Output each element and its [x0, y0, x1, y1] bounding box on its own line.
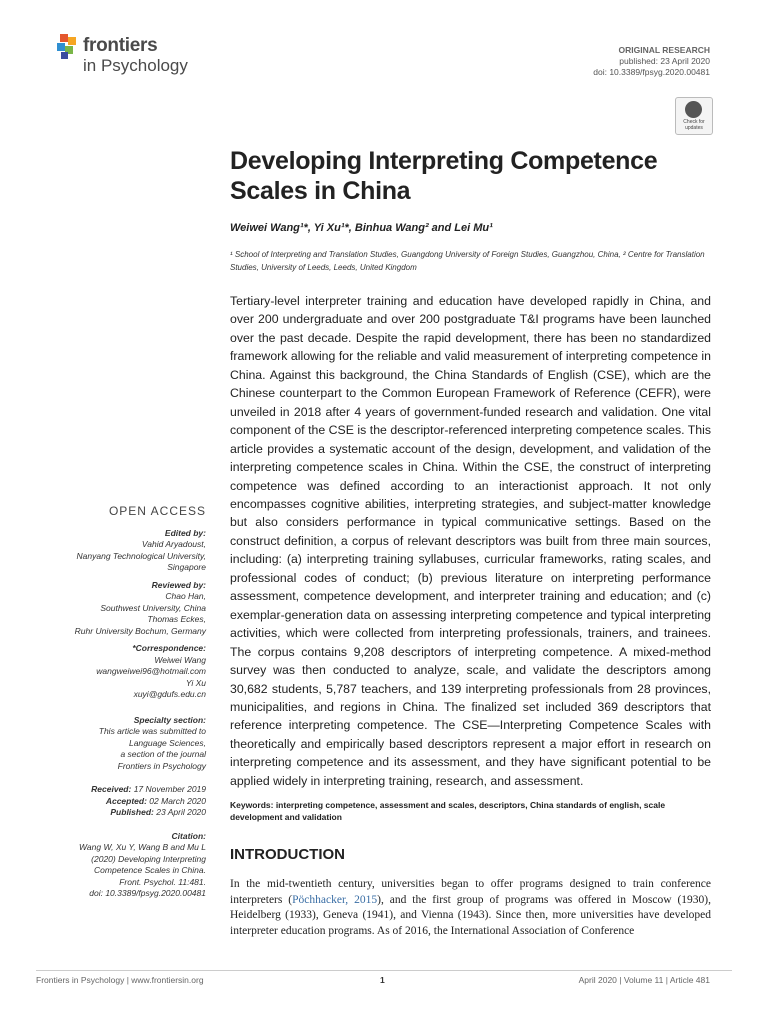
citation-line: (2020) Developing Interpreting	[91, 853, 206, 864]
correspondence-line: Weiwei Wang	[154, 654, 206, 665]
article-title: Developing Interpreting Competence Scales in China	[230, 147, 658, 205]
reviewer-line: Chao Han,	[165, 591, 206, 601]
citation-line: Competence Scales in China.	[94, 865, 206, 875]
citation-line: Wang W, Xu Y, Wang B and Mu L	[79, 842, 206, 852]
specialty-heading: Specialty section:	[133, 714, 206, 725]
doi[interactable]: doi: 10.3389/fpsyg.2020.00481	[593, 67, 710, 77]
logo-line1: frontiers	[83, 35, 158, 56]
sidebar-info	[40, 506, 206, 900]
open-access-label: OPEN ACCESS	[108, 504, 206, 518]
editor-line: Vahid Aryadoust,	[141, 539, 206, 549]
section-heading-introduction: INTRODUCTION	[230, 846, 345, 863]
correspondence-email[interactable]: xuyi@gdufs.edu.cn	[133, 689, 206, 699]
article-type: ORIGINAL RESEARCH	[618, 45, 710, 55]
footer-journal[interactable]: Frontiers in Psychology | www.frontiersin.org	[36, 975, 204, 985]
correspondence-heading: *Correspondence:	[132, 643, 206, 653]
reviewer-line: Southwest University, China	[100, 602, 206, 613]
reviewer-line: Thomas Eckes,	[147, 614, 206, 624]
editor-line: Nanyang Technological University,	[76, 550, 206, 561]
reviewer-line: Ruhr University Bochum, Germany	[74, 625, 206, 636]
abstract: Tertiary-level interpreter training and education have developed rapidly in China, and over 200 undergraduate and over 200 postgraduate T&I programs have been launched over the past decade. Despite the rapid development, there has been no standardized framework allowing for the reliable and valid measurement of interpreting competence in China. Against this background, the China Standards of English (CSE), which are the Chinese counterpart to the Common European Framework of Reference (CEFR), were unveiled in 2018 after 4 years of government-funded research and validation. One vital component of the CSE is the descriptor-referenced interpreting competence scales. This article provides a systematic account of the design, development, and validation of the interpreting competence scales in China. Within the CSE, the construct of interpreting competence was defined according to an interactionist approach. It not only encompasses cognitive abilities, interpreting strategies, and subject-matter knowledge but also considers performance in typical communicative settings. Based on the construct definition, a corpus of relevant descriptors was built from three main sources, including: (a) interpreting training syllabuses, curricular frameworks, rating scales, and professional codes of conduct; (b) previous literature on interpreting performance assessment, competence development, and interpreter training and education; and (c) exemplar-generation data on assessing interpreting competence and typical interpreting activities, which were collected from interpreting professionals, trainers, and trainees. The corpus contains 9,208 descriptors of interpreting competence. A mixed-method survey was then conducted to analyze, scale, and validate the descriptors among 30,682 students, 5,787 teachers, and 139 interpreting professionals from 28 provinces, municipalities, and regions in China. The finalized set included 369 descriptors that reference interpreting competence. The CSE—Interpreting Competence Scales with theoretically and empirically based descriptors represent a major effort in research on interpreting competence and its assessment, and they have significant potential to be applied widely in interpreting training, research, and assessment.	[230, 294, 711, 788]
specialty-line: This article was submitted to	[98, 726, 206, 736]
affiliations: ¹ School of Interpreting and Translation Studies, Guangdong University of Foreign Studies, Guangzhou, China, ² Centre for Translation Studies, University of Leeds, Leeds, United Kingdom	[230, 250, 705, 272]
badge-line1: Check for	[683, 119, 705, 125]
specialty-line: a section of the journal	[120, 749, 206, 759]
specialty-line: Language Sciences,	[128, 737, 206, 748]
frontiers-logo-icon	[57, 34, 79, 60]
journal-logo[interactable]	[57, 34, 217, 82]
correspondence-email[interactable]: wangweiwei96@hotmail.com	[96, 666, 206, 676]
citation-heading: Citation:	[171, 830, 206, 841]
footer-issue: April 2020 | Volume 11 | Article 481	[578, 975, 710, 985]
intro-text-b: ), and the first group of programs was offered in Moscow (1930), Heidelberg (1933), Geneva (1941), and Vienna (1943). Since then, more universities have developed interpreter education programs. As of 2016, the International Association of Conference	[230, 893, 711, 937]
citation-line: Front. Psychol. 11:481.	[119, 876, 206, 887]
correspondence-line: Yi Xu	[185, 677, 206, 688]
intro-text-a: In the mid-twentieth century, universities began to offer programs designed to train conference interpreters (	[230, 878, 711, 906]
article-meta	[593, 45, 710, 78]
badge-line2: updates	[685, 125, 703, 131]
reviewed-by-heading: Reviewed by:	[151, 579, 206, 590]
citation-doi[interactable]: doi: 10.3389/fpsyg.2020.00481	[89, 888, 206, 898]
introduction-paragraph	[230, 877, 711, 939]
footer-divider	[36, 970, 732, 971]
accepted-date: Accepted: 02 March 2020	[105, 795, 206, 806]
check-for-updates-badge[interactable]	[675, 97, 713, 135]
published-date-sidebar: Published: 23 April 2020	[110, 807, 206, 817]
specialty-line: Frontiers in Psychology	[117, 760, 206, 771]
editor-line: Singapore	[167, 562, 206, 572]
page-number: 1	[380, 975, 385, 985]
logo-line2: in Psychology	[83, 56, 188, 75]
authors: Weiwei Wang¹*, Yi Xu¹*, Binhua Wang² and Lei Mu¹	[230, 222, 493, 234]
published-date: published: 23 April 2020	[619, 56, 710, 66]
received-date: Received: 17 November 2019	[91, 784, 206, 794]
check-updates-icon	[685, 101, 702, 118]
edited-by-heading: Edited by:	[164, 527, 206, 538]
keywords: Keywords: interpreting competence, assessment and scales, descriptors, China standards of english, scale development and validation	[230, 800, 666, 822]
citation-link[interactable]: Pöchhacker, 2015	[292, 893, 378, 906]
